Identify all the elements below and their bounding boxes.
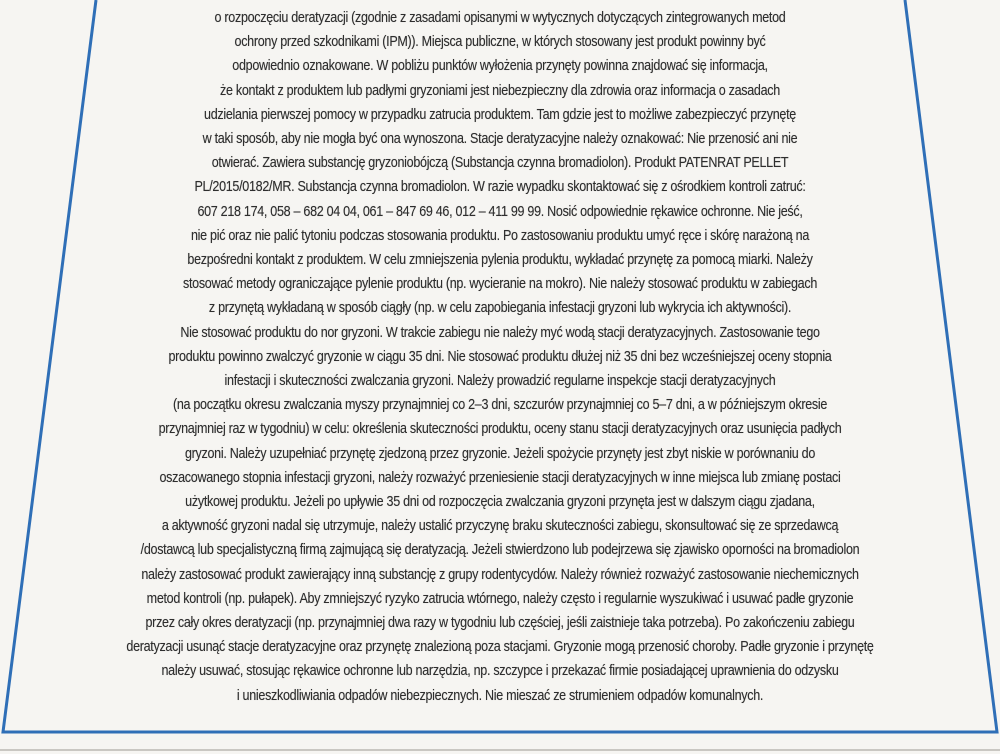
text-line-20: oszacowanego stopnia infestacji gryzoni, należy rozważyć przeniesienie stacji deratyzacyjnych w inne miejsca lub zmianę postaci <box>159 469 841 486</box>
text-line-8: PL/2015/0182/MR. Substancja czynna bromadiolon. W razie wypadku skontaktować się z ośrodkiem kontroli zatruć: <box>194 179 806 196</box>
text-line-15: produktu powinno zwalczyć gryzonie w ciągu 35 dni. Nie stosować produktu dłużej niż 35 dni bez wcześniejszej oceny stopnia <box>168 348 832 365</box>
text-line-27: deratyzacji usunąć stacje deratyzacyjne oraz przynętę znalezioną poza stacjami. Gryzonie mogą przenosić choroby. Padłe gryzonie i przynętę <box>126 639 874 656</box>
text-line-19: gryzoni. Należy uzupełniać przynętę zjedzoną przez gryzonie. Jeżeli spożycie przynęty jest zbyt niskie w porównaniu do <box>184 445 816 462</box>
text-line-14: Nie stosować produktu do nor gryzoni. W trakcie zabiegu nie należy myć wodą stacji deratyzacyjnych. Zastosowanie tego <box>180 324 820 341</box>
text-line-1: o rozpoczęciu deratyzacji (zgodnie z zasadami opisanymi w wytycznych dotyczących zintegrowanych metod <box>214 10 786 26</box>
text-line-13: z przynętą wykładaną w sposób ciągły (np. w celu zapobiegania infestacji gryzoni lub wykrycia ich aktywności). <box>208 300 792 317</box>
text-line-10: nie pić oraz nie palić tytoniu podczas stosowania produktu. Po zastosowaniu produktu umyć ręce i skórę narażoną na <box>191 227 809 244</box>
text-line-23: /dostawcą lub specjalistyczną firmą zajmującą się deratyzacją. Jeżeli stwierdzono lub podejrzewa się zjawisko oporności na bromadiolon <box>140 542 860 559</box>
text-line-22: a aktywność gryzoni nadal się utrzymuje, należy ustalić przyczynę braku skuteczności zabiegu, skonsultować się ze sprzedawcą <box>161 518 839 535</box>
text-line-18: przynajmniej raz w tygodniu) w celu: określenia skuteczności produktu, oceny stanu stacji deratyzacyjnych oraz usunięcia padłych <box>158 421 842 438</box>
text-line-4: że kontakt z produktem lub padłymi gryzoniami jest niebezpieczny dla zdrowia oraz informacja o zasadach <box>220 82 780 99</box>
text-line-9: 607 218 174, 058 – 682 04 04, 061 – 847 69 46, 012 – 411 99 99. Nosić odpowiednie rękawice ochronne. Nie jeść, <box>197 203 803 220</box>
text-line-3: odpowiednio oznakowane. W pobliżu punktów wyłożenia przynęty powinna znajdować się informacja, <box>232 58 768 75</box>
text-line-16: infestacji i skuteczności zwalczania gryzoni. Należy prowadzić regularne inspekcje stacji deratyzacyjnych <box>224 373 776 389</box>
text-line-12: stosować metody ograniczające pylenie produktu (np. wycieranie na mokro). Nie należy stosować produktu w zabiegach <box>182 276 818 293</box>
text-line-28: należy usuwać, stosując rękawice ochronne lub narzędzia, np. szczypce i przekazać firmie posiadającej uprawnienia do odzysku <box>161 663 839 680</box>
text-line-5: udzielania pierwszej pomocy w przypadku zatrucia produktem. Tam gdzie jest to możliwe zabezpieczyć przynętę <box>204 106 796 123</box>
text-line-25: metod kontroli (np. pułapek). Aby zmniejszyć ryzyko zatrucia wtórnego, należy często i regularnie wyszukiwać i usuwać padłe gryzonie <box>146 590 854 607</box>
text-line-7: otwierać. Zawiera substancję gryzoniobójczą (Substancja czynna bromadiolon). Produkt PATENRAT PELLET <box>211 155 789 172</box>
text-line-29: i unieszkodliwiania odpadów niebezpiecznych. Nie mieszać ze strumieniem odpadów komunalnych. <box>236 687 764 704</box>
text-line-11: bezpośredni kontakt z produktem. W celu zmniejszenia pylenia produktu, wykładać przynętę za pomocą miarki. Należy <box>187 252 813 268</box>
text-line-2: ochrony przed szkodnikami (IPM)). Miejsca publiczne, w których stosowany jest produkt powinny być <box>234 34 766 51</box>
text-line-6: w taki sposób, aby nie mogła być ona wynoszona. Stacje deratyzacyjne należy oznakować: Nie przenosić ani nie <box>202 131 798 147</box>
text-line-21: użytkowej produktu. Jeżeli po upływie 35 dni od rozpoczęcia zwalczania gryzoni przynęta jest w dalszym ciągu zjadana, <box>185 494 815 510</box>
text-line-17: (na początku okresu zwalczania myszy przynajmniej co 2–3 dni, szczurów przynajmniej co 5–7 dni, a w późniejszym okresie <box>172 397 828 414</box>
text-line-26: przez cały okres deratyzacji (np. przynajmniej dwa razy w tygodniu lub częściej, jeśli zaistnieje taka potrzeba). Po zakończeniu zabiegu <box>145 615 855 631</box>
text-line-24: należy zastosować produkt zawierający inną substancję z grupy rodentycydów. Należy również rozważyć zastosowanie niechemicznych <box>141 566 859 583</box>
